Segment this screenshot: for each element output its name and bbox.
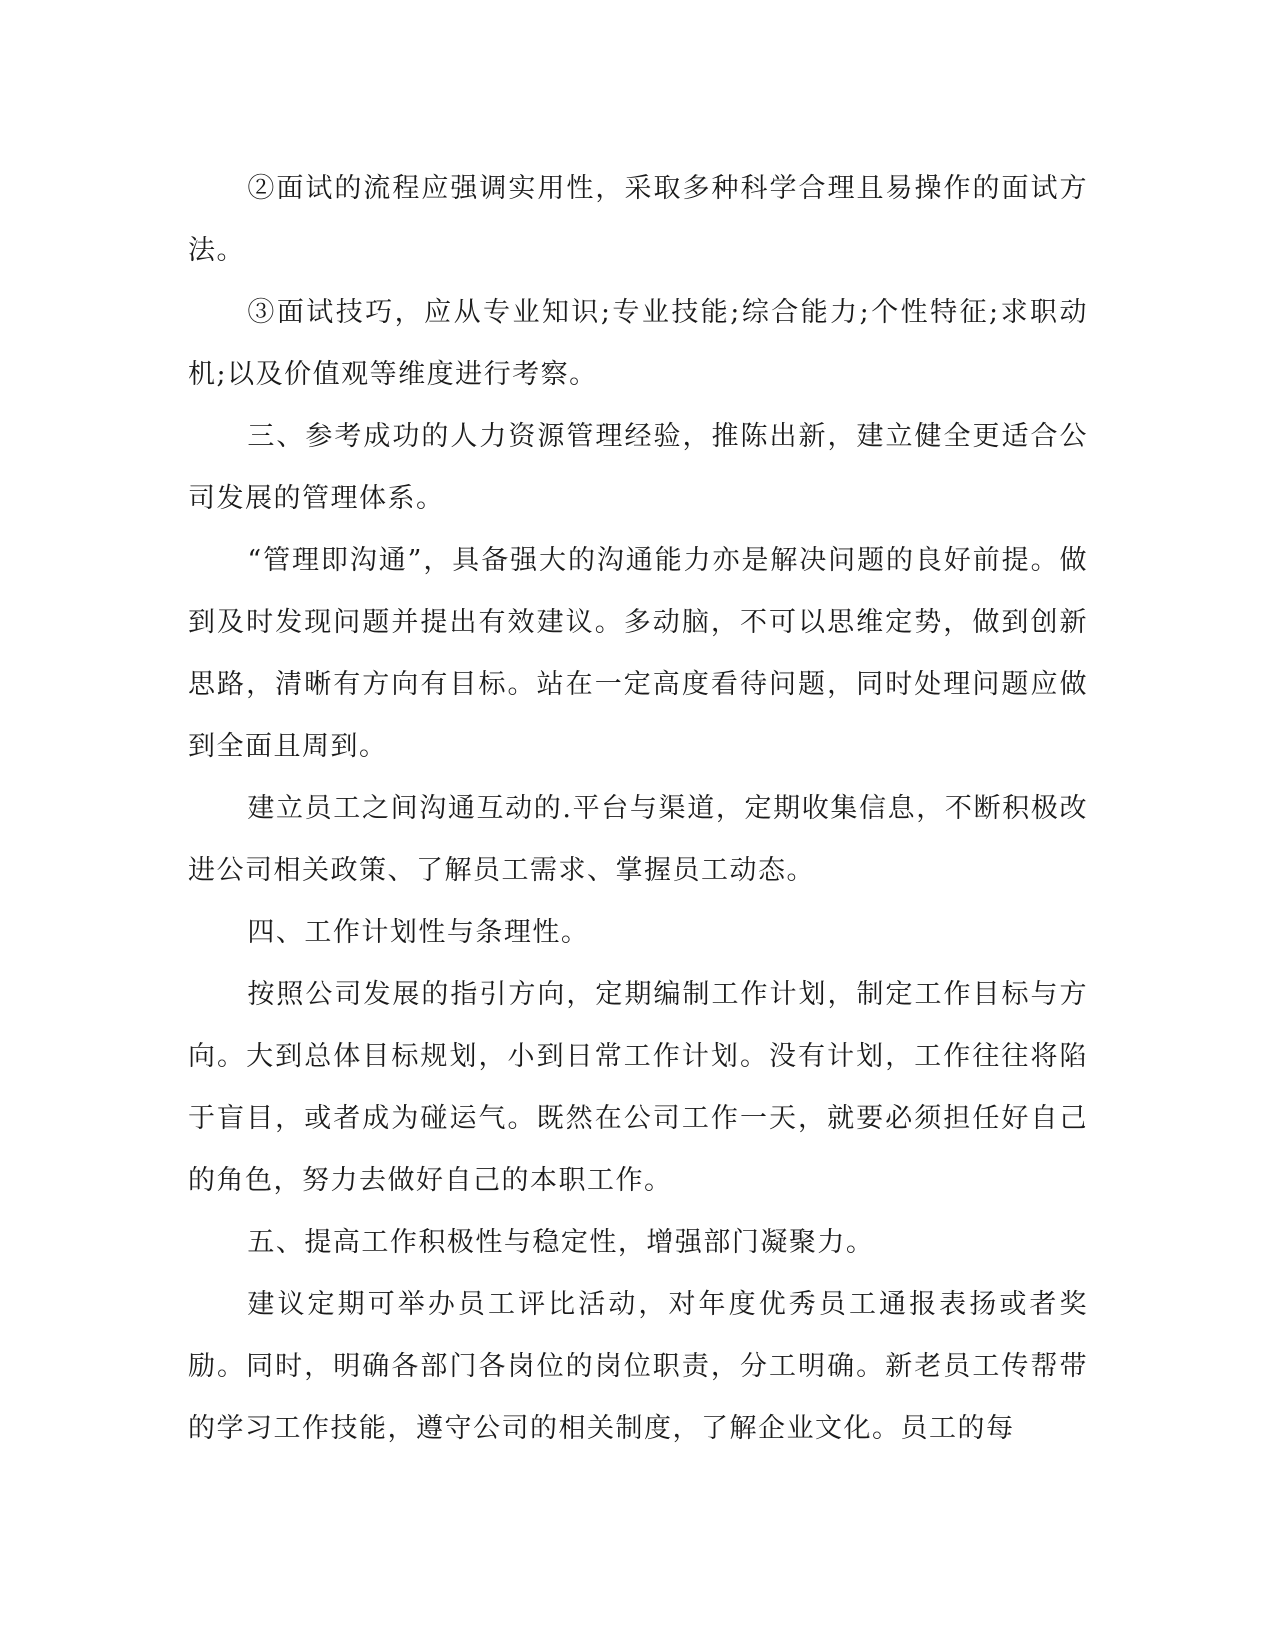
paragraph-interview-process: ②面试的流程应强调实用性，采取多种科学合理且易操作的面试方法。 <box>188 173 1088 266</box>
paragraph-communication: “管理即沟通”，具备强大的沟通能力亦是解决问题的良好前提。做到及时发现问题并提出有效建议。多动脑，不可以思维定势，做到创新思路，清晰有方向有目标。站在一定高度看待问题，同时处理问题应做到全面且周到。 <box>188 545 1088 762</box>
heading-section-three: 三、参考成功的人力资源管理经验，推陈出新，建立健全更适合公司发展的管理体系。 <box>188 421 1088 514</box>
paragraph-work-plan: 按照公司发展的指引方向，定期编制工作计划，制定工作目标与方向。大到总体目标规划，小到日常工作计划。没有计划，工作往往将陷于盲目，或者成为碰运气。既然在公司工作一天，就要必须担任好自己的角色，努力去做好自己的本职工作。 <box>188 979 1088 1196</box>
document-body <box>188 158 1088 1460</box>
paragraph-interview-skills: ③面试技巧，应从专业知识;专业技能;综合能力;个性特征;求职动机;以及价值观等维度进行考察。 <box>188 297 1088 390</box>
paragraph-employee-evaluation: 建议定期可举办员工评比活动，对年度优秀员工通报表扬或者奖励。同时，明确各部门各岗位的岗位职责，分工明确。新老员工传帮带的学习工作技能，遵守公司的相关制度，了解企业文化。员工的每 <box>188 1289 1088 1444</box>
paragraph-communication-platform: 建立员工之间沟通互动的.平台与渠道，定期收集信息，不断积极改进公司相关政策、了解员工需求、掌握员工动态。 <box>188 793 1088 886</box>
heading-section-four: 四、工作计划性与条理性。 <box>247 917 590 948</box>
heading-section-five: 五、提高工作积极性与稳定性，增强部门凝聚力。 <box>247 1227 875 1258</box>
